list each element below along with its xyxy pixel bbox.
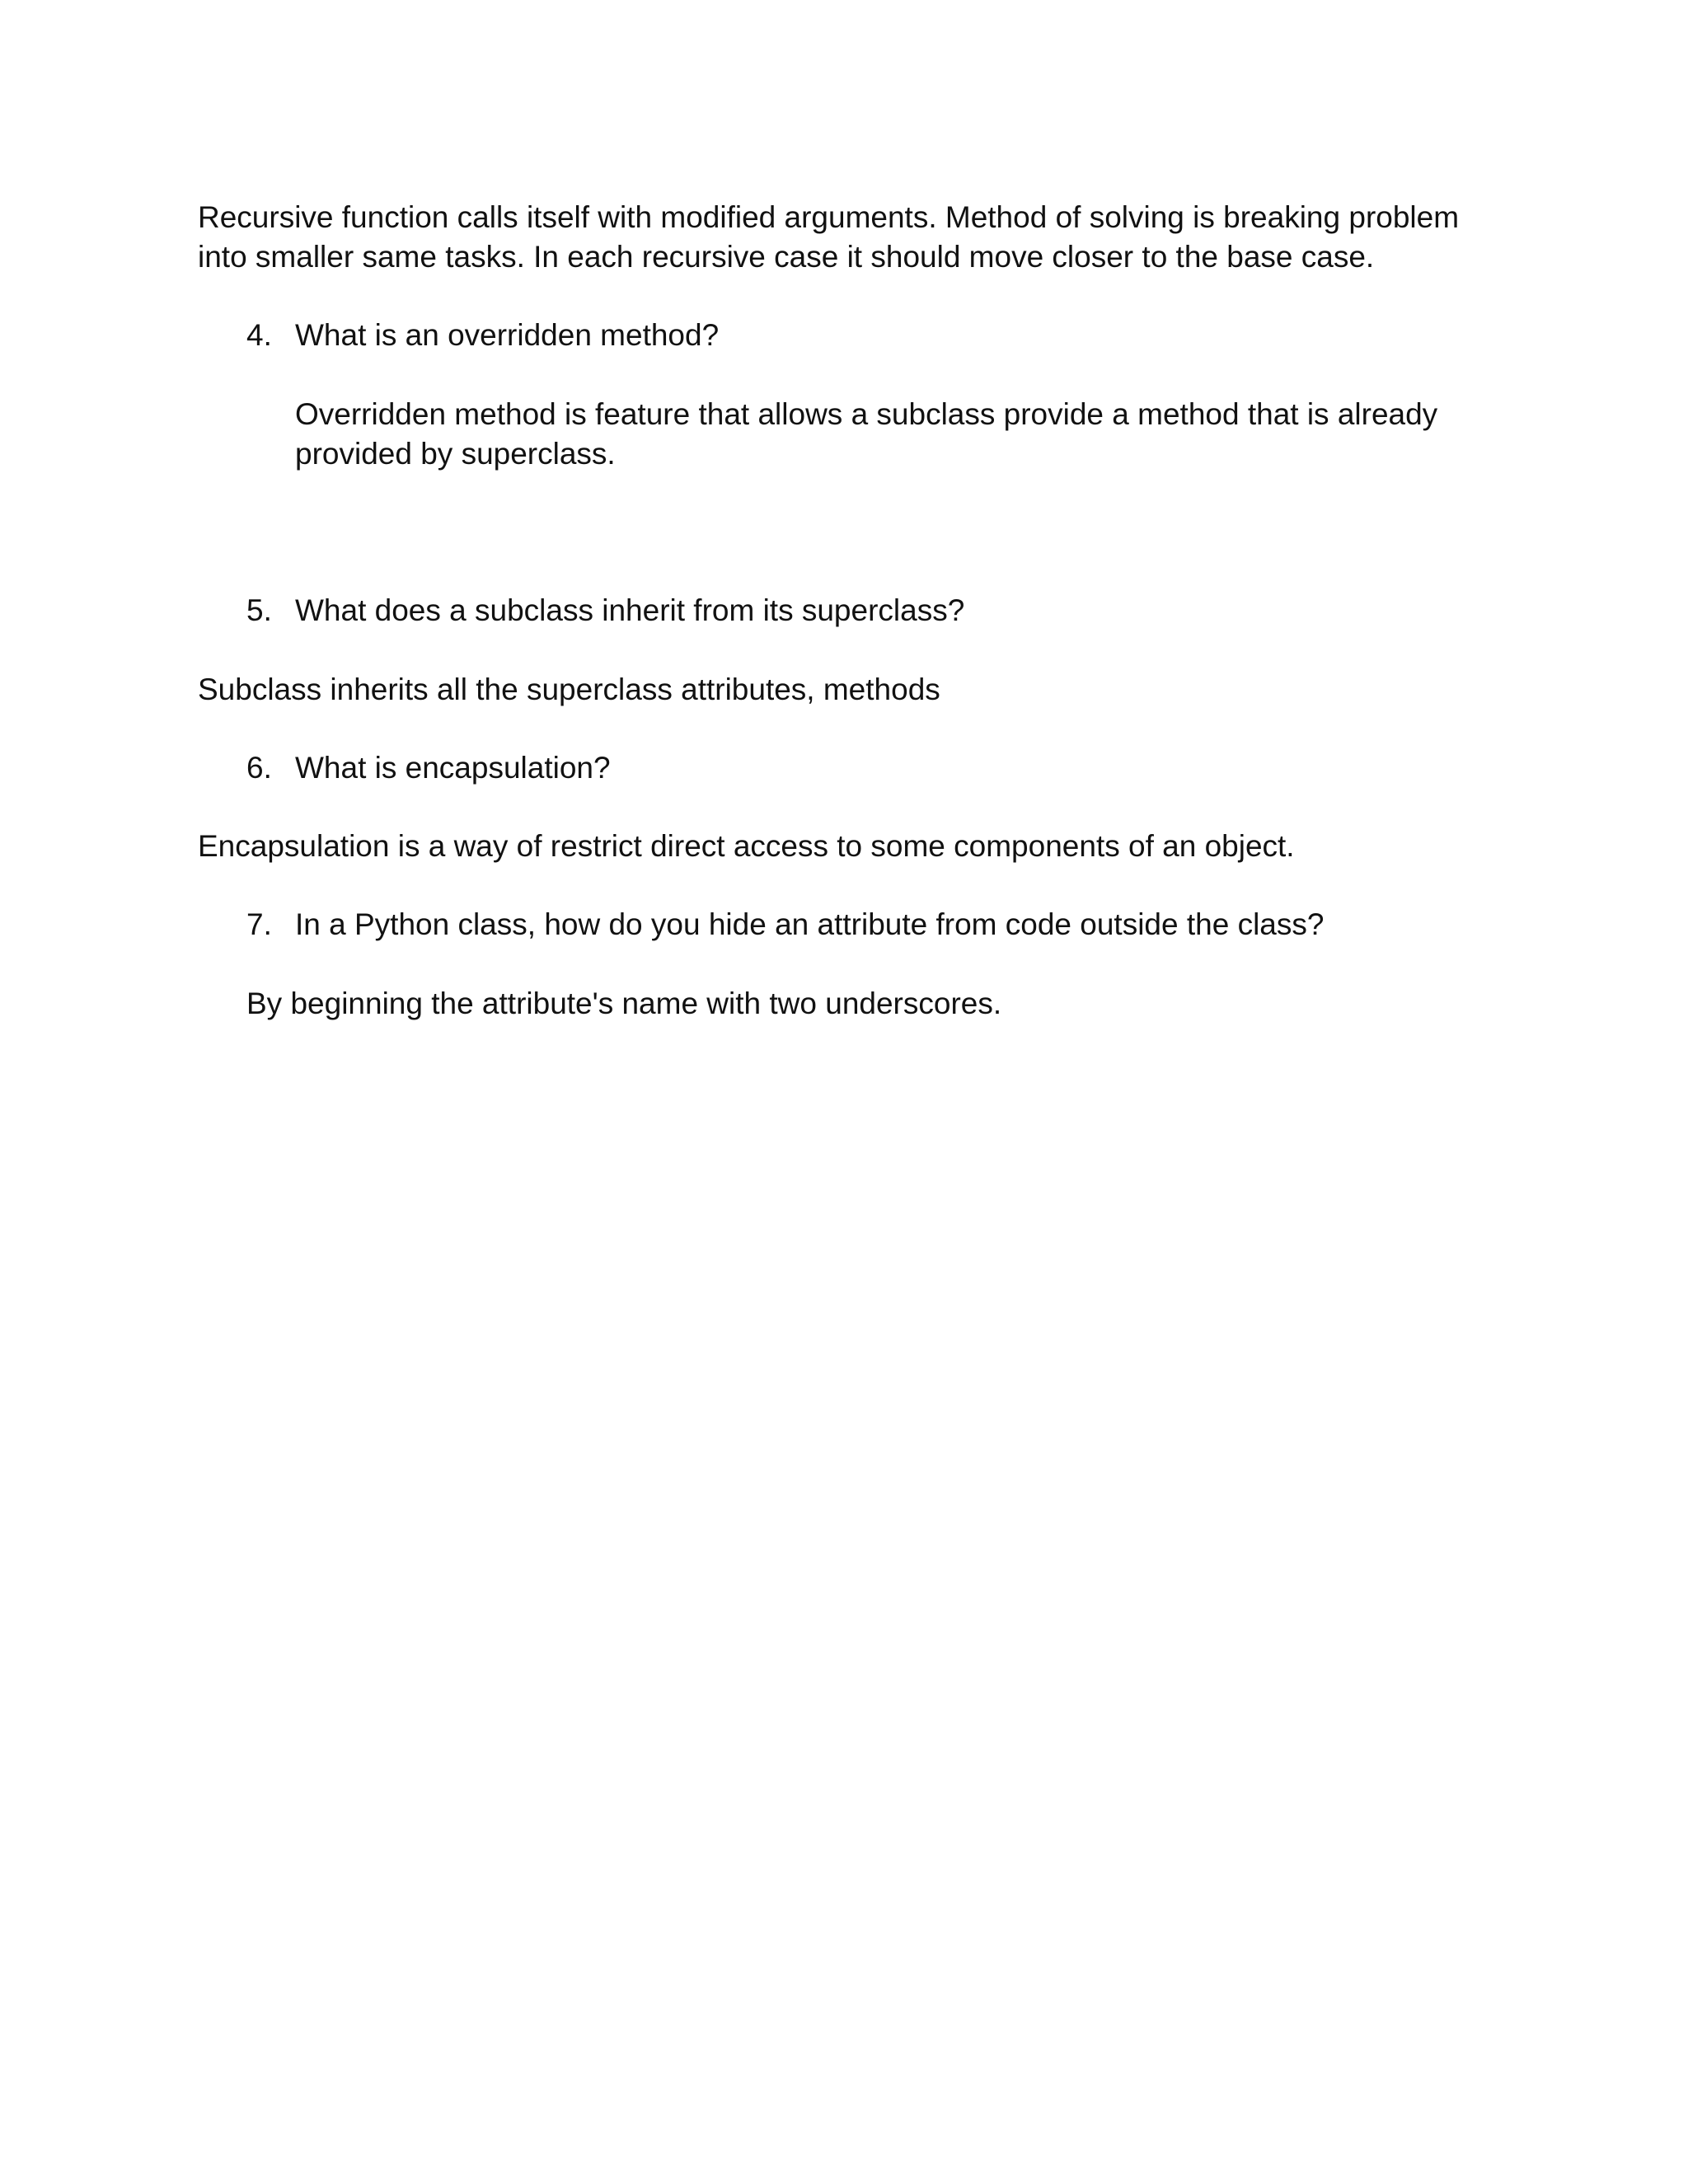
question-5-text: What does a subclass inherit from its superclass? [295, 593, 965, 627]
question-6-text: What is encapsulation? [295, 751, 611, 785]
question-4-answer-line-1: Overridden method is feature that allows a subclass provide a method that is already [295, 397, 1438, 431]
question-6-number: 6. [246, 751, 272, 785]
question-5-number: 5. [246, 593, 272, 627]
question-6-answer: Encapsulation is a way of restrict direct access to some components of an object. [198, 829, 1295, 863]
question-4-answer-line-2: provided by superclass. [295, 437, 616, 471]
question-4-number: 4. [246, 318, 272, 352]
question-7-number: 7. [246, 907, 272, 941]
question-7-answer: By beginning the attribute's name with two underscores. [246, 987, 1002, 1020]
question-7-text: In a Python class, how do you hide an attribute from code outside the class? [295, 907, 1325, 941]
intro-line-2: into smaller same tasks. In each recursive case it should move closer to the base case. [198, 240, 1375, 274]
intro-line-1: Recursive function calls itself with modified arguments. Method of solving is breaking problem [198, 200, 1460, 234]
question-5-answer: Subclass inherits all the superclass attributes, methods [198, 673, 940, 706]
question-4-text: What is an overridden method? [295, 318, 720, 352]
